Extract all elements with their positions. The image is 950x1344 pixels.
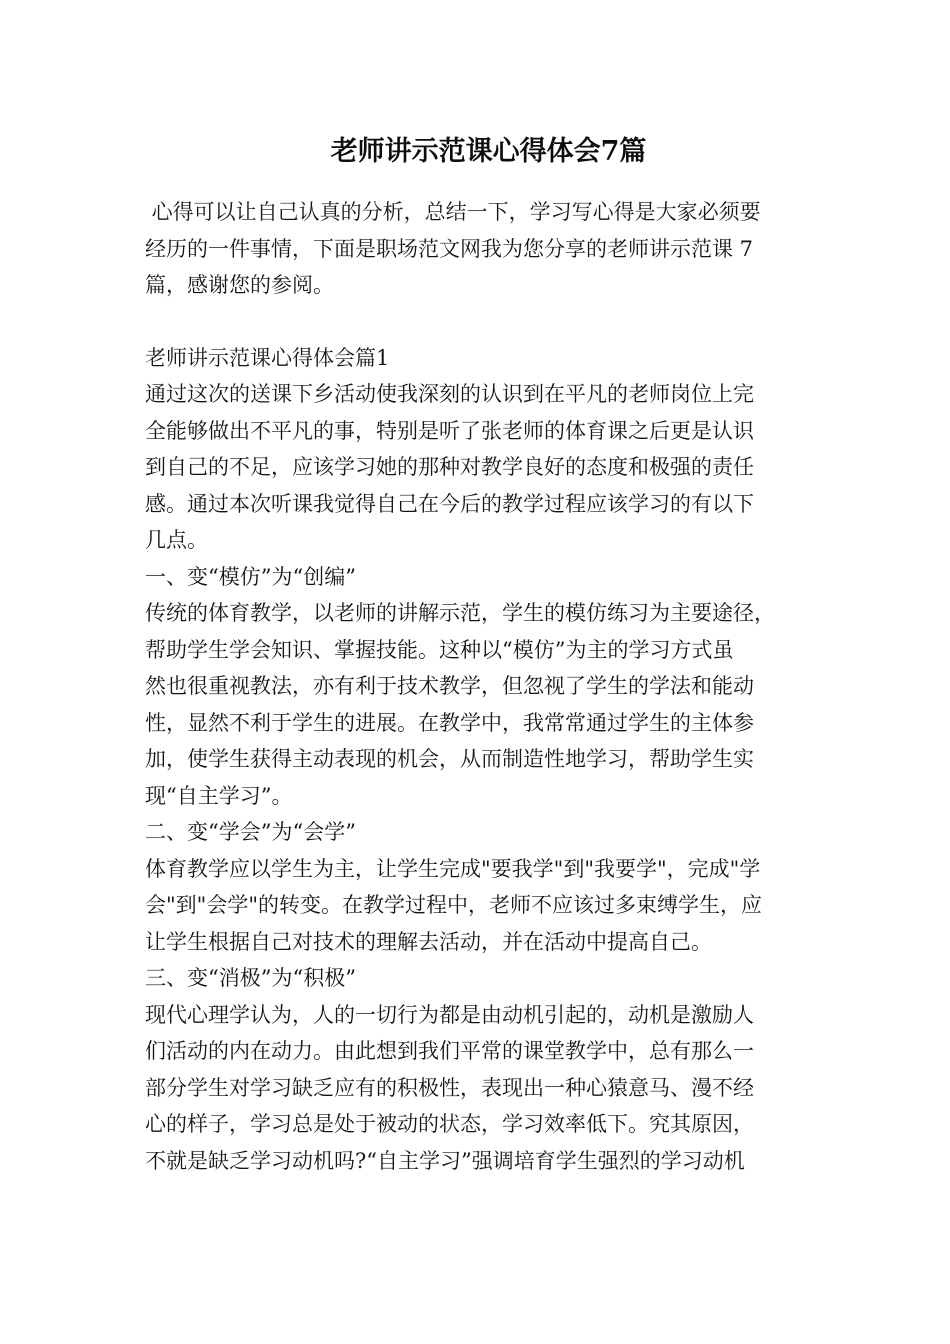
paragraph-gap xyxy=(145,304,832,340)
body-line: 感。通过本次听课我觉得自己在今后的教学过程应该学习的有以下 xyxy=(145,491,754,516)
body-line: 不就是缺乏学习动机吗?“自主学习”强调培育学生强烈的学习动机 xyxy=(145,1148,745,1173)
body-line: 加，使学生获得主动表现的机会，从而制造性地学习，帮助学生实 xyxy=(145,747,754,771)
body-line: 通过这次的送课下乡活动使我深刻的认识到在平凡的老师岗位上完 xyxy=(145,382,754,406)
intro-line: 篇，感谢您的参阅。 xyxy=(145,273,334,297)
body-line: 体育教学应以学生为主，让学生完成"要我学"到"我要学"，完成"学 xyxy=(145,856,761,881)
article-body xyxy=(145,340,832,1180)
body-line: 现“自主学习”。 xyxy=(145,783,293,808)
body-line: 会"到"会学"的转变。在教学过程中，老师不应该过多束缚学生，应 xyxy=(145,893,762,917)
section-heading: 老师讲示范课心得体会篇1 xyxy=(145,345,390,370)
intro-line: 经历的一件事情，下面是职场范文网我为您分享的老师讲示范课 7 xyxy=(145,236,754,261)
subheading: 三、变“消极”为“积极” xyxy=(145,966,356,990)
body-line: 到自己的不足，应该学习她的那种对教学良好的态度和极强的责任 xyxy=(145,455,754,479)
body-line: 帮助学生学会知识、掌握技能。这种以“模仿”为主的学习方式虽 xyxy=(145,637,734,662)
intro-paragraph xyxy=(145,194,832,304)
body-line: 心的样子，学习总是处于被动的状态，学习效率低下。究其原因， xyxy=(145,1112,754,1136)
body-line: 几点。 xyxy=(145,528,208,552)
body-line: 部分学生对学习缺乏应有的积极性，表现出一种心猿意马、漫不经 xyxy=(145,1075,754,1100)
subheading: 二、变“学会”为“会学” xyxy=(145,820,356,844)
body-line: 让学生根据自己对技术的理解去活动，并在活动中提高自己。 xyxy=(145,929,712,954)
intro-line: 心得可以让自己认真的分析，总结一下，学习写心得是大家必须要 xyxy=(145,200,761,224)
body-line: 现代心理学认为，人的一切行为都是由动机引起的，动机是激励人 xyxy=(145,1002,754,1027)
body-line: 传统的体育教学，以老师的讲解示范，学生的模仿练习为主要途径， xyxy=(145,601,775,625)
body-line: 们活动的内在动力。由此想到我们平常的课堂教学中，总有那么一 xyxy=(145,1039,754,1063)
body-line: 全能够做出不平凡的事，特别是听了张老师的体育课之后更是认识 xyxy=(145,418,754,443)
body-line: 性，显然不利于学生的进展。在教学中，我常常通过学生的主体参 xyxy=(145,710,754,735)
document-title: 老师讲示范课心得体会7篇 xyxy=(330,136,647,167)
body-line: 然也很重视教法，亦有利于技术教学，但忽视了学生的学法和能动 xyxy=(145,674,754,698)
subheading: 一、变“模仿”为“创编” xyxy=(145,564,356,589)
